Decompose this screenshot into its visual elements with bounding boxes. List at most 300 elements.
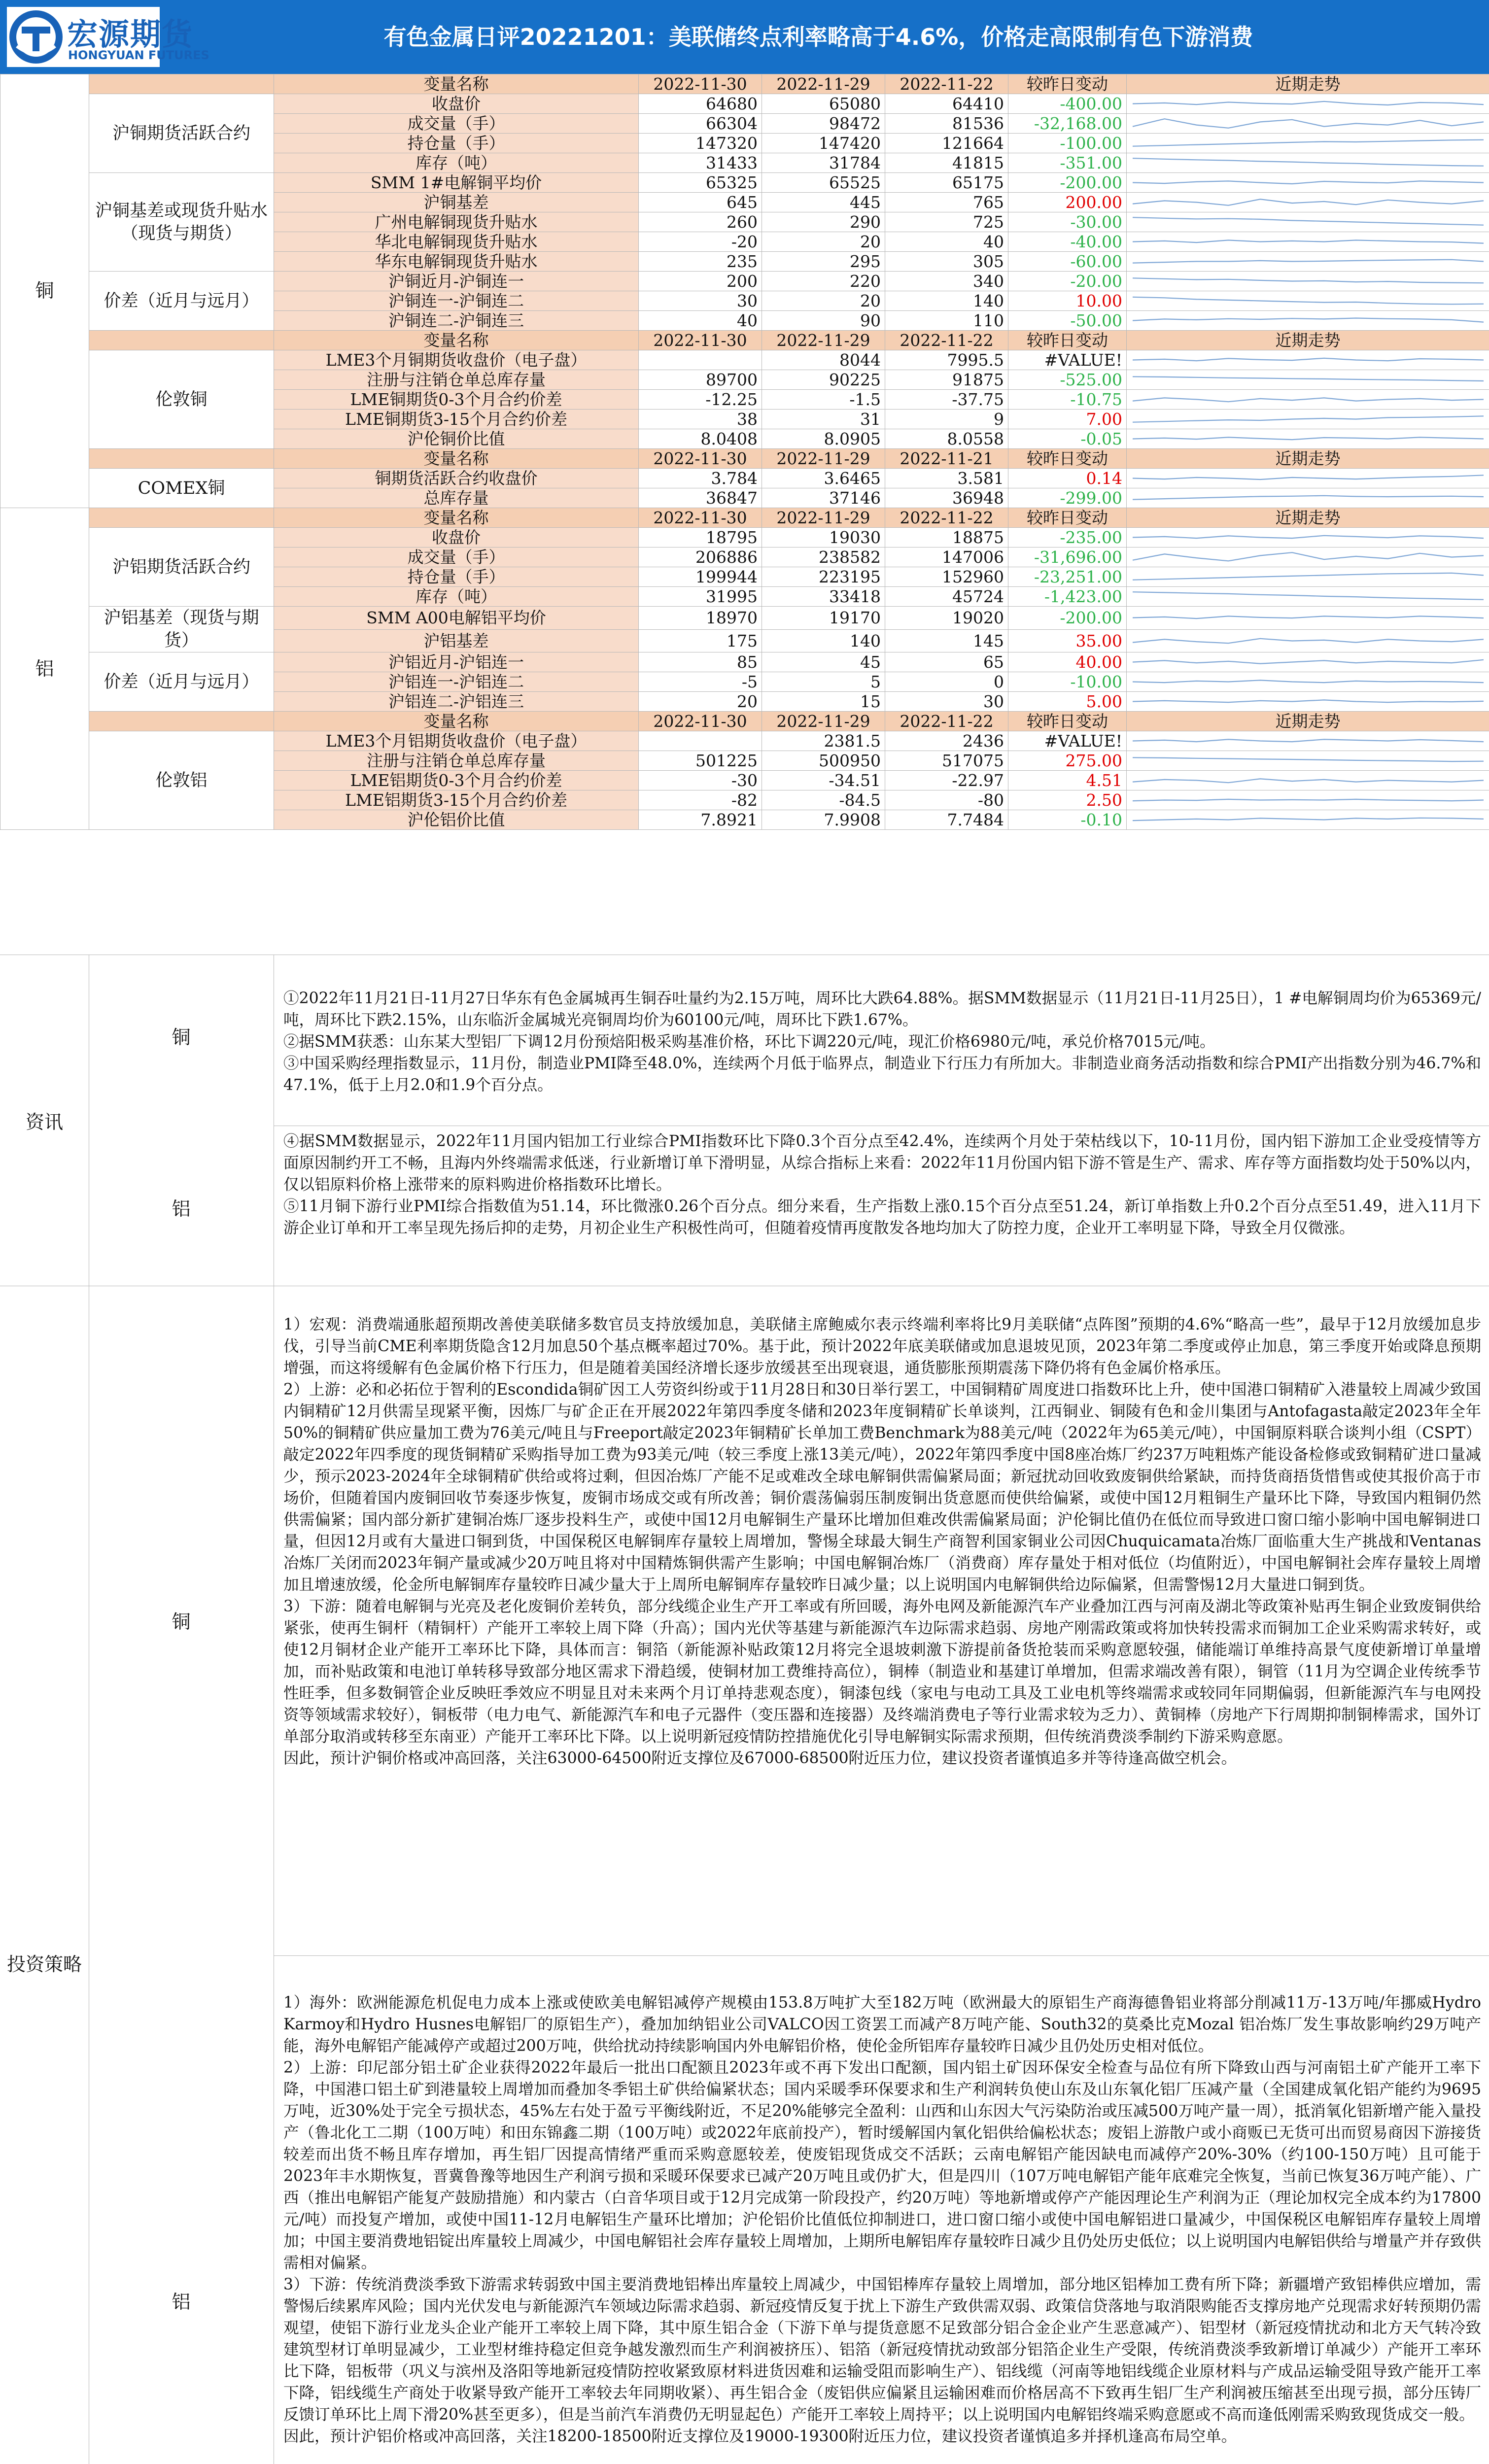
trend-sparkline [1127, 587, 1489, 606]
header-date-1: 2022-11-30 [639, 712, 762, 731]
trend-cell [1127, 232, 1489, 252]
value-date-1: 260 [639, 212, 762, 232]
trend-sparkline [1127, 692, 1489, 711]
change-value: -20.00 [1008, 272, 1127, 291]
value-date-3: 110 [885, 311, 1008, 331]
trend-line [1133, 398, 1484, 402]
change-value: -299.00 [1008, 488, 1127, 508]
trend-cell [1127, 212, 1489, 232]
change-value: #VALUE! [1008, 350, 1127, 370]
value-date-2: -34.51 [762, 771, 885, 790]
trend-line [1133, 199, 1484, 205]
value-date-3: 30 [885, 692, 1008, 712]
change-value: -525.00 [1008, 370, 1127, 390]
variable-name: SMM A00电解铝平均价 [274, 607, 639, 630]
trend-sparkline [1127, 370, 1489, 389]
variable-name: 总库存量 [274, 488, 639, 508]
table-header-row [0, 74, 1489, 94]
value-date-2: 8044 [762, 350, 885, 370]
trend-cell [1127, 751, 1489, 771]
change-value: 0.14 [1008, 469, 1127, 488]
trend-line [1133, 318, 1484, 322]
value-date-1: 3.784 [639, 469, 762, 488]
variable-name: 沪铜连一-沪铜连二 [274, 291, 639, 311]
trend-cell [1127, 410, 1489, 429]
value-date-1: 200 [639, 272, 762, 291]
value-date-2: 8.0905 [762, 429, 885, 449]
trend-sparkline [1127, 672, 1489, 691]
change-value: 10.00 [1008, 291, 1127, 311]
value-date-2: 500950 [762, 751, 885, 771]
trend-sparkline [1127, 751, 1489, 770]
group-label: 价差（近月与远月） [89, 272, 274, 331]
change-value: -32,168.00 [1008, 114, 1127, 134]
value-date-2: 238582 [762, 548, 885, 567]
info-section-label: 资讯 [25, 1111, 63, 1133]
value-date-2: 19030 [762, 528, 885, 548]
value-date-2: 2381.5 [762, 731, 885, 751]
trend-cell [1127, 488, 1489, 508]
value-date-2: 90 [762, 311, 885, 331]
paragraph: 1）海外：欧洲能源危机促电力成本上涨或使欧美电解铝减停产规模由153.8万吨扩大至182万吨（欧洲最大的原铝生产商海德鲁铝业将部分削减11万-13万吨/年挪威Hydro Karmoy和Hydro Husnes电解铝厂的原铝生产），叠加加纳铝业公司VALCO因工资罢工而减产8万吨产能、South32的莫桑比克Mozal 铝冶炼厂发生事故影响约29万吨产能，海外电解铝产能减停产或超过200万吨，供给扰动持续影响国内外电解铝价格，使伦金所铝库存量较昨日减少且仍处历史相对低位。 [283, 1994, 1481, 2055]
trend-line [1133, 496, 1484, 500]
value-date-1: 501225 [639, 751, 762, 771]
trend-cell [1127, 390, 1489, 410]
value-date-2: 290 [762, 212, 885, 232]
header-spacer [89, 449, 274, 469]
value-date-1: 199944 [639, 567, 762, 587]
paragraph: ③中国采购经理指数显示，11月份，制造业PMI降至48.0%，连续两个月低于临界点，制造业下行压力有所加大。非制造业商务活动指数和综合PMI产出指数分别为46.7%和47.1%，低于上月2.0和1.9个百分点。 [283, 1055, 1481, 1094]
change-value: 2.50 [1008, 790, 1127, 810]
trend-cell [1127, 252, 1489, 272]
change-value: -40.00 [1008, 232, 1127, 252]
value-date-1: 18795 [639, 528, 762, 548]
trend-line [1133, 757, 1484, 761]
value-date-3: 91875 [885, 370, 1008, 390]
info-al-text [283, 1130, 1481, 1239]
trend-line [1133, 536, 1484, 538]
variable-name: LME铝期货0-3个月合约价差 [274, 771, 639, 790]
value-date-3: 36948 [885, 488, 1008, 508]
header-date-3: 2022-11-22 [885, 331, 1008, 350]
value-date-1: 65325 [639, 173, 762, 193]
trend-cell [1127, 370, 1489, 390]
trend-line [1133, 616, 1484, 619]
value-date-3: 41815 [885, 153, 1008, 173]
table-row [0, 607, 1489, 630]
trend-line [1133, 358, 1484, 361]
table-header-row [0, 508, 1489, 528]
variable-name: 持仓量（手） [274, 134, 639, 153]
trend-line [1133, 158, 1484, 166]
value-date-3: 2436 [885, 731, 1008, 751]
variable-name: 华东电解铜现货升贴水 [274, 252, 639, 272]
trend-line [1133, 278, 1484, 283]
trend-line [1133, 376, 1484, 381]
value-date-2: 45 [762, 652, 885, 672]
trend-cell [1127, 173, 1489, 193]
value-date-3: 140 [885, 291, 1008, 311]
trend-cell [1127, 771, 1489, 790]
header-trend: 近期走势 [1127, 449, 1489, 469]
variable-name: 沪伦铜价比值 [274, 429, 639, 449]
trend-line [1133, 119, 1484, 128]
value-date-3: 121664 [885, 134, 1008, 153]
value-date-2: -1.5 [762, 390, 885, 410]
header-spacer [89, 331, 274, 350]
variable-name: 沪铜近月-沪铜连一 [274, 272, 639, 291]
change-value: -10.75 [1008, 390, 1127, 410]
trend-line [1133, 260, 1484, 263]
value-date-1: -30 [639, 771, 762, 790]
value-date-3: 45724 [885, 587, 1008, 607]
group-label: 价差（近月与远月） [89, 652, 274, 712]
variable-name: 华北电解铜现货升贴水 [274, 232, 639, 252]
group-label: 伦敦铝 [89, 731, 274, 830]
value-date-3: -22.97 [885, 771, 1008, 790]
header-change: 较昨日变动 [1008, 331, 1127, 350]
value-date-2: 5 [762, 672, 885, 692]
change-value: -200.00 [1008, 173, 1127, 193]
value-date-1: 175 [639, 629, 762, 652]
trend-line [1133, 573, 1484, 580]
value-date-3: 0 [885, 672, 1008, 692]
trend-cell [1127, 672, 1489, 692]
change-value: -1,423.00 [1008, 587, 1127, 607]
value-date-3: 65 [885, 652, 1008, 672]
trend-sparkline [1127, 810, 1489, 829]
trend-sparkline [1127, 153, 1489, 172]
value-date-3: -37.75 [885, 390, 1008, 410]
trend-sparkline [1127, 528, 1489, 547]
trend-sparkline [1127, 350, 1489, 370]
change-value: -60.00 [1008, 252, 1127, 272]
trend-cell [1127, 731, 1489, 751]
value-date-1: 36847 [639, 488, 762, 508]
change-value: -23,251.00 [1008, 567, 1127, 587]
value-date-2: 20 [762, 291, 885, 311]
group-label: 沪铜期货活跃合约 [89, 94, 274, 173]
value-date-2: 3.6465 [762, 469, 885, 488]
trend-line [1133, 437, 1484, 440]
value-date-1: 38 [639, 410, 762, 429]
paragraph: 3）下游：随着电解铜与光亮及老化废铜价差转负，部分线缆企业生产开工率或有所回暖，海外电网及新能源汽车产业叠加江西与河南及湖北等政策补贴再生铜企业致废铜供给紧张，使再生铜杆（精铜杆）产能开工率较上周下降（升高）；国内光伏等基建与新能源汽车边际需求趋弱、房地产刚需政策或将加快转投需求而铜加工企业采购需求转好，或使12月铜材企业产能开工率环比下降，具体而言：铜箔（新能源补贴政策12月将完全退坡刺激下游提前备货抢装而采购意愿较强，储能端订单维持高景气度使新增订单量增加，而补贴政策和电池订单转移导致部分地区需求下滑趋缓，使铜材加工费维持高位），铜棒（制造业和基建订单增加，但需求端改善有限），铜管（11月为空调企业传统季节性旺季，但多数铜管企业反映旺季效应不明显且对未来两个月订单持悲观态度），铜漆包线（家电与电动工具及工业电机等终端需求或较同年同期偏弱，但新能源汽车与电网投资等领域需求较好），铜板带（电力电气、新能源汽车和电子元器件（变压器和连接器）及终端消费电子等行业需求较为乏力）、黄铜棒（房地产下行周期抑制铜棒需求，国外订单部分取消或转移至东南亚）产能开工率环比下降。以上说明新冠疫情防控措施优化引导电解铜实际需求预期，但传统消费淡季制约下游采购意愿。 [283, 1598, 1481, 1745]
info-section [0, 955, 1489, 1286]
value-date-3: 7.7484 [885, 810, 1008, 830]
trend-cell [1127, 629, 1489, 652]
value-date-3: -80 [885, 790, 1008, 810]
value-date-3: 340 [885, 272, 1008, 291]
trend-line [1133, 818, 1484, 821]
strategy-al-label: 铝 [172, 2291, 191, 2313]
trend-line [1133, 739, 1484, 742]
trend-sparkline [1127, 567, 1489, 586]
info-divider-2 [89, 955, 274, 1286]
header-trend: 近期走势 [1127, 331, 1489, 350]
strategy-divider-1 [0, 1286, 89, 2464]
change-value: 5.00 [1008, 692, 1127, 712]
trend-line [1133, 140, 1484, 146]
header-change: 较昨日变动 [1008, 74, 1127, 94]
value-date-1: 40 [639, 311, 762, 331]
variable-name: 沪铝近月-沪铝连一 [274, 652, 639, 672]
header-spacer [89, 508, 274, 528]
table-row [0, 173, 1489, 193]
category-label: 铜 [0, 74, 89, 508]
market-data-body [0, 74, 1489, 830]
value-date-2: 140 [762, 629, 885, 652]
variable-name: 沪铜连二-沪铜连三 [274, 311, 639, 331]
trend-cell [1127, 652, 1489, 672]
trend-line [1133, 416, 1484, 422]
company-logo [7, 7, 209, 67]
change-value: 35.00 [1008, 629, 1127, 652]
group-label: 伦敦铜 [89, 350, 274, 449]
variable-name: LME铜期货3-15个月合约价差 [274, 410, 639, 429]
value-date-3: 40 [885, 232, 1008, 252]
trend-cell [1127, 94, 1489, 114]
trend-sparkline [1127, 771, 1489, 790]
value-date-3: 765 [885, 193, 1008, 212]
value-date-1: -20 [639, 232, 762, 252]
header-variable: 变量名称 [274, 712, 639, 731]
value-date-1: 85 [639, 652, 762, 672]
trend-sparkline [1127, 134, 1489, 153]
value-date-1: 64680 [639, 94, 762, 114]
header-trend: 近期走势 [1127, 712, 1489, 731]
value-date-2: 147420 [762, 134, 885, 153]
variable-name: 成交量（手） [274, 114, 639, 134]
header-date-1: 2022-11-30 [639, 331, 762, 350]
change-value: 200.00 [1008, 193, 1127, 212]
trend-cell [1127, 548, 1489, 567]
variable-name: 沪铝连一-沪铝连二 [274, 672, 639, 692]
group-label: 沪铝期货活跃合约 [89, 528, 274, 607]
trend-line [1133, 799, 1484, 801]
value-date-3: 152960 [885, 567, 1008, 587]
header-date-1: 2022-11-30 [639, 449, 762, 469]
value-date-1 [639, 731, 762, 751]
trend-sparkline [1127, 291, 1489, 310]
value-date-3: 145 [885, 629, 1008, 652]
trend-cell [1127, 272, 1489, 291]
change-value: 40.00 [1008, 652, 1127, 672]
header-change: 较昨日变动 [1008, 712, 1127, 731]
trend-sparkline [1127, 114, 1489, 133]
table-row [0, 652, 1489, 672]
strategy-section-label: 投资策略 [6, 1953, 82, 1975]
value-date-1: 7.8921 [639, 810, 762, 830]
paragraph: 2）上游：印尼部分铝土矿企业获得2022年最后一批出口配额且2023年或不再下发出口配额，国内铝土矿因环保安全检查与品位有所下降致山西与河南铝土矿产能开工率下降，中国港口铝土矿到港量较上周增加而叠加冬季铝土矿供给偏紧状态；国内采暖季环保要求和生产利润转负使山东及山东氧化铝厂压减产量（全国建成氧化铝产能约为9695万吨，近30%处于完全亏损状态，45%左右处于盈亏平衡线附近，不足20%能够完全盈利：山西和山东因大气污染防治或压减500万吨产量一周），抵消氧化铝新增产能入量投产（鲁北化工二期（100万吨）和田东锦鑫二期（100万吨）或2022年底前投产），暂时缓解国内氧化铝供给偏松状态；废铝上游散户或小商贩已无货可出而贸易商因下游接货较差而出货不畅且库存增加，再生铝厂因提高情绪严重而采购意愿较差，使废铝现货成交不活跃；云南电解铝产能因缺电而减停产20%-30%（约100-150万吨）且可能于2023年丰水期恢复，晋冀鲁豫等地因生产利润亏损和采暖环保要求已减产20万吨且或仍扩大，但是四川（107万吨电解铝产能年底难完全恢复，当前已恢复36万吨产能）、广西（推出电解铝产能复产鼓励措施）和内蒙古（白音华项目或于12月完成第一阶段投产，约20万吨）等地新增或停产产能因理论生产利润为正（理论加权完全成本约为17800元/吨）而投复产增加，或使中国11-12月电解铝生产量环比增加；沪伦铝价比值低位抑制进口，进口窗口缩小或使中国电解铝进口量减少，中国保税区电解铝库存量较上周增加；中国主要消费地铝锭出库量较上周减少，中国电解铝社会库存量较上周增加，上期所电解铝库存量较昨日减少且仍处历史低位；以上说明国内电解铝供给与增量产并存致供需相对偏紧。 [283, 2059, 1481, 2272]
value-date-1: 235 [639, 252, 762, 272]
company-logo-mark [7, 7, 65, 67]
value-date-2: 15 [762, 692, 885, 712]
trend-line [1133, 660, 1484, 664]
value-date-2: 445 [762, 193, 885, 212]
header-spacer [89, 712, 274, 731]
value-date-3: 65175 [885, 173, 1008, 193]
value-date-2: 65525 [762, 173, 885, 193]
header-date-2: 2022-11-29 [762, 449, 885, 469]
header-date-3: 2022-11-22 [885, 74, 1008, 94]
value-date-2: 220 [762, 272, 885, 291]
variable-name: SMM 1#电解铜平均价 [274, 173, 639, 193]
value-date-3: 18875 [885, 528, 1008, 548]
value-date-1: 8.0408 [639, 429, 762, 449]
group-label: 沪铝基差（现货与期货） [89, 607, 274, 652]
trend-sparkline [1127, 548, 1489, 567]
paragraph: ⑤11月铜下游行业PMI综合指数值为51.14，环比微涨0.26个百分点。细分来看，生产指数上涨0.15个百分点至51.24，新订单指数上升0.2个百分点至51.49，进入11月下游企业订单和开工率呈现先扬后抑的走势，月初企业生产积极性尚可，但随着疫情再度散发各地均加大了防控力度，企业开工率明显下降，导致全月仅微涨。 [283, 1198, 1481, 1237]
trend-line [1133, 102, 1484, 105]
header-date-3: 2022-11-21 [885, 449, 1008, 469]
variable-name: 注册与注销仓单总库存量 [274, 370, 639, 390]
trend-sparkline [1127, 652, 1489, 672]
value-date-3: 9 [885, 410, 1008, 429]
value-date-3: 19020 [885, 607, 1008, 630]
variable-name: LME3个月铜期货收盘价（电子盘） [274, 350, 639, 370]
value-date-3: 305 [885, 252, 1008, 272]
trend-cell [1127, 587, 1489, 607]
variable-name: 收盘价 [274, 528, 639, 548]
logo-en: HONGYUAN FUTURES [68, 48, 209, 62]
paragraph: 3）下游：传统消费淡季致下游需求转弱致中国主要消费地铝棒出库量较上周减少，中国铝棒库存量较上周增加，部分地区铝棒加工费有所下降；新疆增产致铝棒供应增加，需警惕后续累库风险；国内光伏发电与新能源汽车领域边际需求趋弱、新冠疫情反复于扰上下游生产致供需双弱、政策信贷落地与取消限购能否支撑房地产兑现需求好转预期仍需观望，使铝下游行业龙头企业产能开工率较上周下降，其中原生铝合金（下游下单与提货意愿不足致部分铝合金企业产生恶意减产）、铝型材（新冠疫情扰动和北方天气转冷致建筑型材订单明显减少，工业型材维持稳定但竞争越发激烈而生产利润被挤压）、铝箔（新冠疫情扰动致部分铝箔企业生产受限，传统消费淡季致新增订单减少）产能开工率环比下降，铝板带（巩义与滨州及洛阳等地新冠疫情防控收紧致原材料进货因难和运输受阻而影响生产）、铝线缆（河南等地铝线缆企业原材料与产成品运输受阻导致产能开工率下降，铝线缆生产商处于收紧导致产能开工率较去年同期收紧）、再生铝合金（废铝供应偏紧且运输困难而价格居高不下致再生铝厂生产利润被压缩甚至出现亏损，部分压铸厂反馈订单环比上周下滑20%甚至更多），但是当前汽车消费仍无明显起色）产能开工率较上周持平；以上说明国内电解铝终端采购意愿或不高而逢低刚需采购致现货成交一般。 [283, 2276, 1481, 2424]
value-date-1 [639, 350, 762, 370]
trend-cell [1127, 291, 1489, 311]
trend-cell [1127, 114, 1489, 134]
paragraph: ②据SMM获悉：山东某大型铝厂下调12月份预焙阳极采购基准价格，环比下调220元/吨，现汇价格6980元/吨，承兑价格7015元/吨。 [283, 1033, 1215, 1051]
header-date-2: 2022-11-29 [762, 508, 885, 528]
trend-cell [1127, 429, 1489, 449]
table-row [0, 469, 1489, 488]
change-value: 4.51 [1008, 771, 1127, 790]
value-date-2: 90225 [762, 370, 885, 390]
trend-sparkline [1127, 608, 1489, 627]
value-date-1: 31995 [639, 587, 762, 607]
paragraph: 因此，预计沪铝价格或冲高回落，关注18200-18500附近支撑位及19000-19300附近压力位，建议投资者谨慎追多并择机逢高布局空单。 [283, 2428, 1237, 2445]
trend-cell [1127, 134, 1489, 153]
change-value: -235.00 [1008, 528, 1127, 548]
trend-line [1133, 240, 1484, 243]
value-date-3: 147006 [885, 548, 1008, 567]
change-value: -0.10 [1008, 810, 1127, 830]
value-date-2: 37146 [762, 488, 885, 508]
value-date-1: 645 [639, 193, 762, 212]
variable-name: 铜期货活跃合约收盘价 [274, 469, 639, 488]
trend-sparkline [1127, 311, 1489, 330]
trend-sparkline [1127, 272, 1489, 291]
paragraph: ①2022年11月21日-11月27日华东有色金属城再生铜吞吐量约为2.15万吨，周环比大跌64.88%。据SMM数据显示（11月21日-11月25日），1 #电解铜周均价为65369元/吨，周环比下跌2.15%，山东临沂金属城光亮铜周均价为60100元/吨，周环比下跌1.67%。 [283, 990, 1481, 1029]
change-value: -200.00 [1008, 607, 1127, 630]
trend-sparkline [1127, 469, 1489, 488]
change-value: -400.00 [1008, 94, 1127, 114]
trend-sparkline [1127, 410, 1489, 429]
trend-line [1133, 680, 1484, 683]
variable-name: 沪铝基差 [274, 629, 639, 652]
variable-name: 沪铜基差 [274, 193, 639, 212]
table-header-row [0, 449, 1489, 469]
header-date-1: 2022-11-30 [639, 74, 762, 94]
value-date-1: 89700 [639, 370, 762, 390]
trend-sparkline [1127, 193, 1489, 212]
value-date-1: -12.25 [639, 390, 762, 410]
value-date-2: 7.9908 [762, 810, 885, 830]
paragraph: 因此，预计沪铜价格或冲高回落，关注63000-64500附近支撑位及67000-68500附近压力位，建议投资者谨慎追多并等待逢高做空机会。 [283, 1749, 1237, 1767]
header-trend: 近期走势 [1127, 74, 1489, 94]
value-date-3: 3.581 [885, 469, 1008, 488]
value-date-3: 517075 [885, 751, 1008, 771]
value-date-1: 66304 [639, 114, 762, 134]
page-title: 有色金属日评20221201：美联储终点利率略高于4.6%，价格走高限制有色下游消费 [383, 24, 1253, 50]
value-date-2: 223195 [762, 567, 885, 587]
trend-line [1133, 475, 1484, 479]
table-row [0, 731, 1489, 751]
variable-name: 注册与注销仓单总库存量 [274, 751, 639, 771]
header-variable: 变量名称 [274, 74, 639, 94]
variable-name: LME铝期货3-15个月合约价差 [274, 790, 639, 810]
trend-sparkline [1127, 94, 1489, 113]
table-header-row [0, 331, 1489, 350]
table-header-row [0, 712, 1489, 731]
change-value: -351.00 [1008, 153, 1127, 173]
value-date-3: 64410 [885, 94, 1008, 114]
trend-cell [1127, 469, 1489, 488]
trend-line [1133, 552, 1484, 561]
change-value: 275.00 [1008, 751, 1127, 771]
trend-line [1133, 700, 1484, 702]
value-date-1: 30 [639, 291, 762, 311]
value-date-2: 98472 [762, 114, 885, 134]
change-value: -10.00 [1008, 672, 1127, 692]
value-date-1: 31433 [639, 153, 762, 173]
trend-line [1133, 592, 1484, 600]
change-value: -31,696.00 [1008, 548, 1127, 567]
value-date-3: 7995.5 [885, 350, 1008, 370]
trend-line [1133, 297, 1484, 305]
header-date-2: 2022-11-29 [762, 331, 885, 350]
trend-sparkline [1127, 173, 1489, 192]
value-date-2: 33418 [762, 587, 885, 607]
trend-cell [1127, 528, 1489, 548]
table-row [0, 94, 1489, 114]
trend-line [1133, 639, 1484, 643]
value-date-1: 206886 [639, 548, 762, 567]
trend-cell [1127, 311, 1489, 331]
value-date-1: -5 [639, 672, 762, 692]
trend-sparkline [1127, 631, 1489, 650]
header-date-1: 2022-11-30 [639, 508, 762, 528]
paragraph: 1）宏观：消费端通胀超预期改善使美联储多数官员支持放缓加息，美联储主席鲍威尔表示终端利率将比9月美联储“点阵图”预期的4.6%“略高一些”，最早于12月放缓加息步伐，引导当前CME利率期货隐含12月加息50个基点概率超过70%。基于此，预计2022年底美联储或加息退坡见顶，2023年第二季度或停止加息，第三季度开始或降息预期增强，而这将缓解有色金属价格下行压力，但是随着美国经济增长逐步放缓甚至出现衰退，通货膨胀预期震荡下降仍将有色金属价格承压。 [283, 1316, 1481, 1377]
change-value: -100.00 [1008, 134, 1127, 153]
value-date-2: -84.5 [762, 790, 885, 810]
header-date-3: 2022-11-22 [885, 508, 1008, 528]
variable-name: 广州电解铜现货升贴水 [274, 212, 639, 232]
value-date-2: 20 [762, 232, 885, 252]
trend-cell [1127, 810, 1489, 830]
strategy-cu-label: 铜 [172, 1611, 191, 1633]
trend-sparkline [1127, 252, 1489, 271]
trend-line [1133, 217, 1484, 225]
header-date-2: 2022-11-29 [762, 712, 885, 731]
table-row [0, 350, 1489, 370]
variable-name: 库存（吨） [274, 587, 639, 607]
strategy-al-text [283, 1992, 1481, 2447]
trend-cell [1127, 567, 1489, 587]
logo-cn: 宏源期货 [67, 16, 194, 52]
info-cu-text [283, 988, 1481, 1096]
table-row [0, 272, 1489, 291]
variable-name: LME3个月铝期货收盘价（电子盘） [274, 731, 639, 751]
variable-name: LME铜期货0-3个月合约价差 [274, 390, 639, 410]
